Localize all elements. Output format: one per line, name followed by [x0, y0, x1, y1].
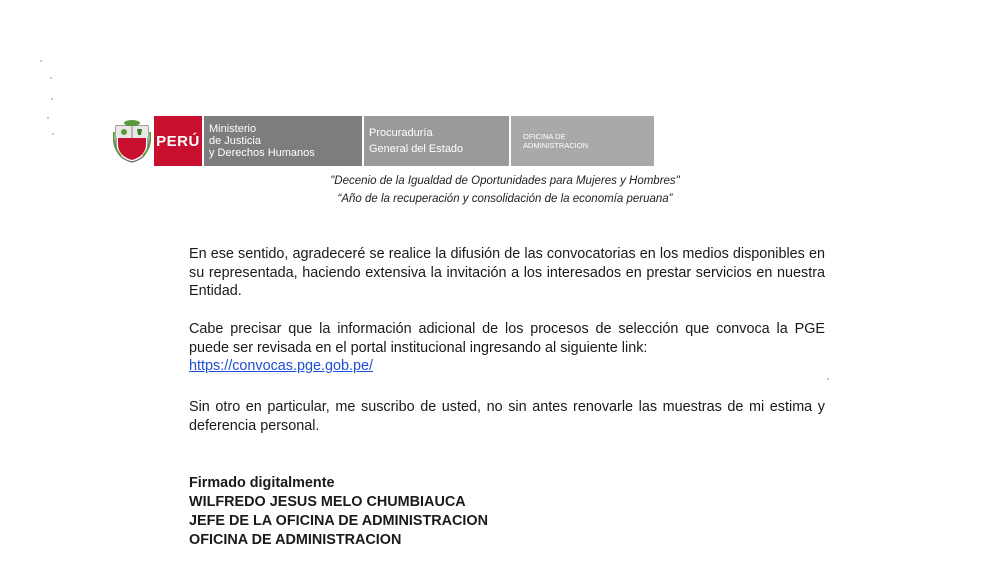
paragraph-diffusion: En ese sentido, agradeceré se realice la difusión de las convocatorias en los medios disponibles en su representada, haciendo extensiva la invitación a los interesados en prestar servicios en nuestra Entidad.	[189, 246, 825, 299]
scan-speck	[50, 77, 52, 79]
scan-speck	[47, 117, 49, 119]
motto-line-1: "Decenio de la Igualdad de Oportunidades para Mujeres y Hombres"	[330, 175, 680, 187]
scan-speck	[40, 60, 42, 62]
scan-speck	[827, 378, 829, 380]
ministry-line: y Derechos Humanos	[209, 147, 315, 159]
convocatorias-link[interactable]: https://convocas.pge.gob.pe/	[189, 358, 374, 374]
signer-office: OFICINA DE ADMINISTRACION	[189, 532, 402, 548]
office-block	[511, 116, 654, 166]
office-line: OFICINA DE	[523, 132, 566, 141]
signer-position: JEFE DE LA OFICINA DE ADMINISTRACION	[189, 513, 489, 529]
scan-speck	[52, 133, 54, 135]
procuraduria-line: General del Estado	[369, 143, 464, 155]
ministry-line: de Justicia	[209, 135, 261, 147]
paragraph-link-info	[189, 320, 825, 376]
decade-motto	[0, 172, 1000, 208]
signature-block	[189, 474, 488, 550]
coat-of-arms-icon	[112, 116, 152, 166]
motto-line-2: “Año de la recuperación y consolidación de la economía peruana”	[337, 193, 673, 205]
paragraph-link-text: Cabe precisar que la información adicional de los procesos de selección que convoca la PGE puede ser revisada en el portal institucional ingresando al siguiente link:	[189, 321, 825, 356]
signer-name: WILFREDO JESUS MELO CHUMBIAUCA	[189, 494, 466, 510]
peru-badge: PERÚ	[154, 116, 202, 166]
signature-label: Firmado digitalmente	[189, 475, 335, 491]
procuraduria-block	[364, 116, 509, 166]
procuraduria-line: Procuraduría	[369, 127, 433, 139]
ministry-line: Ministerio	[209, 123, 257, 135]
scan-speck	[51, 98, 53, 100]
paragraph-closing: Sin otro en particular, me suscribo de usted, no sin antes renovarle las muestras de mi estima y deferencia personal.	[189, 399, 825, 434]
ministry-block	[204, 116, 362, 166]
institutional-header	[112, 116, 654, 166]
office-line: ADMINISTRACION	[523, 141, 589, 150]
